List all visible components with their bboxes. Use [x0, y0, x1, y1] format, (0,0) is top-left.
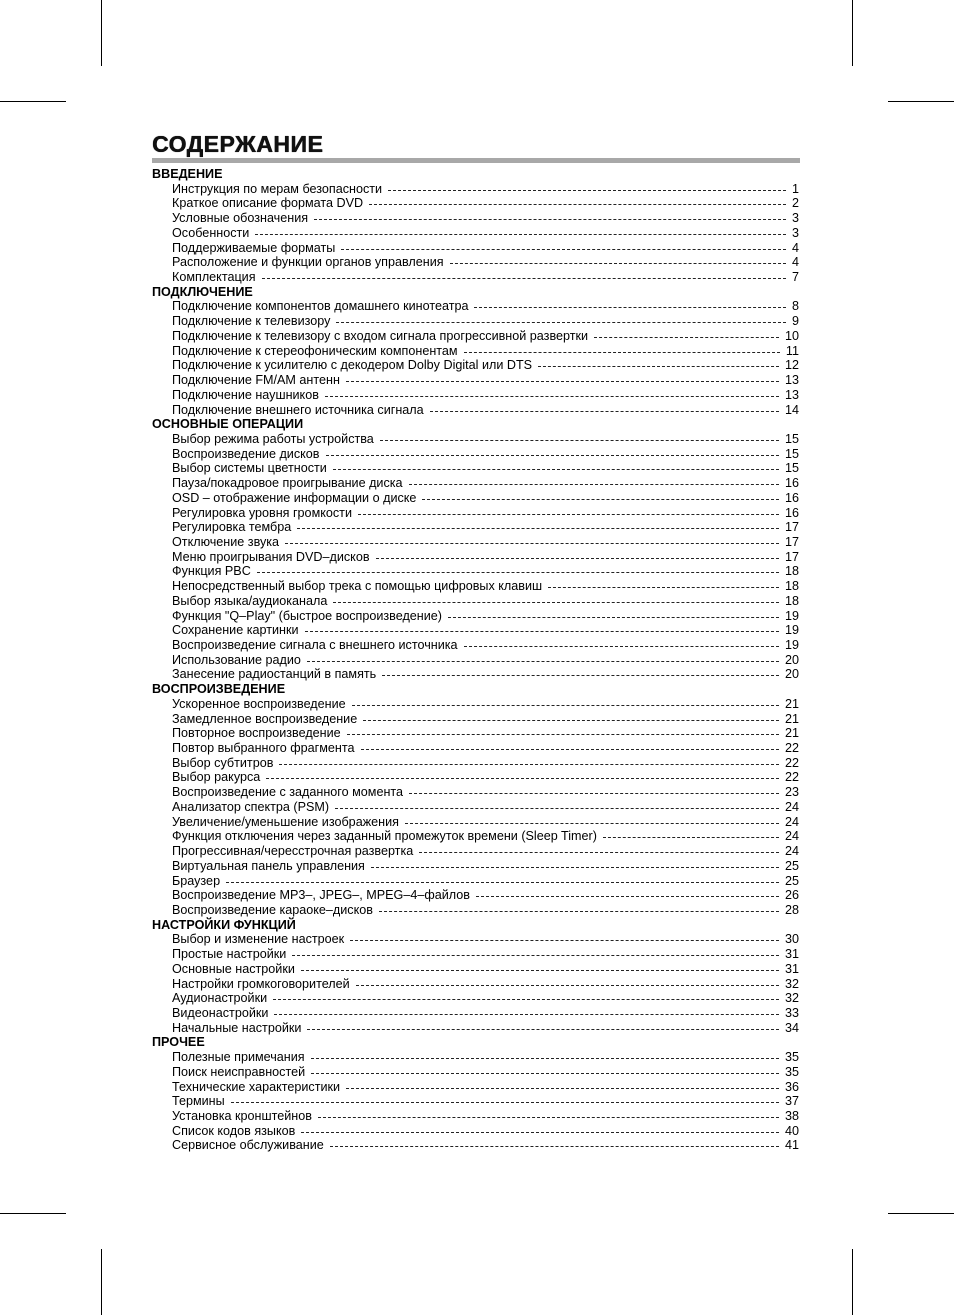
toc-entry-label: Инструкция по мерам безопасности	[172, 181, 383, 196]
dot-leader	[318, 1117, 779, 1118]
toc-entry-page-number: 15	[784, 446, 799, 461]
toc-entry-page-number: 20	[784, 667, 799, 682]
dot-leader	[380, 440, 779, 441]
toc-entry-label: Подключение компонентов домашнего кинотеатра	[172, 299, 469, 314]
dot-leader	[363, 720, 779, 721]
toc-entry-page-number: 25	[784, 858, 799, 873]
toc-entry-label: Анализатор спектра (PSM)	[172, 799, 330, 814]
dot-leader	[474, 307, 786, 308]
toc-entry[interactable]	[152, 1080, 800, 1095]
toc-entry[interactable]	[152, 432, 800, 447]
toc-entry[interactable]	[152, 653, 800, 668]
toc-section-heading: ПРОЧЕЕ	[152, 1035, 205, 1050]
toc-entry[interactable]	[152, 932, 800, 947]
toc-entry-page-number: 21	[784, 696, 799, 711]
dot-leader	[255, 234, 786, 235]
toc-entry-label: Повторное воспроизведение	[172, 726, 341, 741]
toc-entry[interactable]	[152, 829, 800, 844]
toc-entry-label: Видеонастройки	[172, 1005, 269, 1020]
toc-entry-label: Регулировка уровня громкости	[172, 505, 352, 520]
toc-entry-page-number: 33	[784, 1005, 799, 1020]
toc-entry[interactable]	[152, 1124, 800, 1139]
toc-section-heading: ВВЕДЕНИЕ	[152, 167, 223, 181]
dot-leader	[448, 617, 779, 618]
toc-entry-label: Выбор ракурса	[172, 770, 261, 785]
dot-leader	[311, 1073, 779, 1074]
toc-entry-page-number: 31	[784, 961, 799, 976]
toc-entry[interactable]	[152, 535, 800, 550]
toc-entry-page-number: 9	[791, 314, 799, 329]
toc-entry-label: Подключение к усилителю с декодером Dolby Digital или DTS	[172, 358, 533, 373]
toc-entry-label: Регулировка тембра	[172, 520, 292, 535]
toc-entry-label: Начальные настройки	[172, 1020, 302, 1035]
toc-entry-page-number: 17	[784, 520, 799, 535]
toc-entry-page-number: 25	[784, 873, 799, 888]
dot-leader	[333, 602, 779, 603]
toc-entry-label: Подключение к телевизору	[172, 314, 331, 329]
toc-entry[interactable]	[152, 991, 800, 1006]
toc-entry-label: Занесение радиостанций в память	[172, 667, 377, 682]
toc-entry-page-number: 2	[791, 196, 799, 211]
dot-leader	[335, 808, 779, 809]
dot-leader	[409, 793, 779, 794]
toc-entry-label: Простые настройки	[172, 947, 287, 962]
toc-entry-page-number: 4	[791, 255, 799, 270]
dot-leader	[346, 1088, 779, 1089]
dot-leader	[326, 455, 779, 456]
dot-leader	[307, 661, 779, 662]
dot-leader	[333, 469, 779, 470]
dot-leader	[376, 558, 779, 559]
toc-entry[interactable]	[152, 447, 800, 462]
dot-leader	[361, 749, 779, 750]
toc-entry-label: OSD – отображение информации о диске	[172, 490, 417, 505]
toc-entry-page-number: 11	[785, 343, 799, 358]
toc-entry-page-number: 14	[784, 402, 799, 417]
crop-mark-top-left	[101, 0, 102, 66]
table-of-contents	[152, 167, 800, 1153]
toc-entry-label: Поиск неисправностей	[172, 1064, 306, 1079]
toc-entry-page-number: 26	[784, 888, 799, 903]
toc-entry-page-number: 35	[784, 1064, 799, 1079]
toc-entry-page-number: 24	[784, 829, 799, 844]
toc-entry-page-number: 21	[784, 726, 799, 741]
toc-entry-page-number: 23	[784, 785, 799, 800]
toc-entry[interactable]	[152, 874, 800, 889]
toc-entry[interactable]	[152, 947, 800, 962]
dot-leader	[347, 734, 779, 735]
dot-leader	[371, 867, 779, 868]
toc-entry-label: Воспроизведение караоке–дисков	[172, 902, 373, 917]
dot-leader	[358, 514, 779, 515]
toc-entry-label: Сервисное обслуживание	[172, 1138, 324, 1153]
toc-entry-label: Краткое описание формата DVD	[172, 196, 364, 211]
toc-entry-label: Воспроизведение сигнала с внешнего источника	[172, 638, 458, 652]
toc-entry-label: Выбор системы цветности	[172, 461, 327, 476]
toc-entry-page-number: 41	[784, 1138, 799, 1153]
toc-entry[interactable]	[152, 550, 800, 565]
dot-leader	[379, 911, 779, 912]
toc-entry-label: Браузер	[172, 873, 221, 888]
toc-entry-label: Подключение к телевизору с входом сигнала прогрессивной развертки	[172, 328, 589, 343]
toc-entry[interactable]	[152, 520, 800, 535]
toc-entry[interactable]	[152, 697, 800, 712]
toc-entry[interactable]	[152, 1006, 800, 1021]
toc-entry[interactable]	[152, 564, 800, 579]
toc-entry[interactable]	[152, 491, 800, 506]
toc-entry-label: Выбор и изменение настроек	[172, 932, 345, 947]
dot-leader	[226, 882, 779, 883]
toc-entry-label: Полезные примечания	[172, 1050, 305, 1065]
toc-entry-page-number: 4	[791, 240, 799, 255]
toc-entry[interactable]	[152, 770, 800, 785]
toc-entry-page-number: 7	[791, 270, 799, 285]
toc-entry-label: Подключение наушников	[172, 387, 319, 402]
toc-entry[interactable]	[152, 182, 800, 197]
dot-leader	[305, 631, 779, 632]
dot-leader	[231, 1102, 779, 1103]
toc-entry-page-number: 16	[784, 476, 799, 491]
toc-entry[interactable]	[152, 800, 800, 815]
toc-entry-label: Аудионастройки	[172, 991, 268, 1006]
toc-entry-page-number: 31	[784, 947, 799, 962]
toc-entry-label: Подключение внешнего источника сигнала	[172, 402, 424, 417]
toc-entry-label: Повтор выбранного фрагмента	[172, 741, 355, 756]
toc-entry-page-number: 19	[784, 638, 799, 652]
dot-leader	[405, 823, 779, 824]
toc-entry-page-number: 18	[784, 564, 799, 579]
toc-entry-label: Функция отключения через заданный промежуток времени (Sleep Timer)	[172, 829, 597, 844]
toc-entry[interactable]	[152, 1065, 800, 1080]
dot-leader	[341, 249, 786, 250]
toc-entry[interactable]	[152, 344, 800, 359]
toc-entry-page-number: 22	[784, 770, 799, 785]
toc-entry[interactable]	[152, 977, 800, 992]
dot-leader	[336, 322, 786, 323]
toc-entry-label: Увеличение/уменьшение изображения	[172, 814, 399, 829]
toc-entry-label: Использование радио	[172, 652, 301, 667]
toc-entry-label: Воспроизведение MP3–, JPEG–, MPEG–4–файлов	[172, 888, 470, 903]
dot-leader	[422, 499, 779, 500]
toc-entry-label: Функция "Q–Play" (быстрое воспроизведение)	[172, 608, 442, 623]
crop-mark-bottom-left	[0, 1213, 66, 1214]
toc-entry-label: Воспроизведение с заданного момента	[172, 785, 404, 800]
dot-leader	[356, 985, 779, 986]
toc-entry[interactable]	[152, 844, 800, 859]
page-title: СОДЕРЖАНИЕ	[152, 131, 324, 157]
toc-entry[interactable]	[152, 1138, 800, 1153]
dot-leader	[419, 852, 779, 853]
dot-leader	[369, 204, 786, 205]
toc-entry[interactable]	[152, 638, 800, 653]
toc-entry-page-number: 13	[784, 387, 799, 402]
toc-entry[interactable]	[152, 726, 800, 741]
toc-entry-page-number: 35	[784, 1050, 799, 1065]
toc-section-heading: ПОДКЛЮЧЕНИЕ	[152, 284, 253, 299]
dot-leader	[325, 396, 779, 397]
toc-entry-label: Установка кронштейнов	[172, 1109, 312, 1123]
dot-leader	[464, 646, 779, 647]
crop-mark-bottom-right	[852, 1249, 853, 1315]
crop-mark-bottom-left	[101, 1249, 102, 1315]
dot-leader	[292, 955, 779, 956]
toc-entry-label: Выбор режима работы устройства	[172, 431, 374, 446]
toc-entry-page-number: 34	[784, 1020, 799, 1035]
dot-leader	[346, 381, 779, 382]
toc-entry[interactable]	[152, 506, 800, 521]
toc-section-heading: ОСНОВНЫЕ ОПЕРАЦИИ	[152, 417, 304, 432]
toc-entry-label: Замедленное воспроизведение	[172, 711, 358, 726]
toc-entry[interactable]	[152, 815, 800, 830]
dot-leader	[388, 190, 786, 191]
toc-entry-label: Виртуальная панель управления	[172, 858, 365, 873]
toc-entry-label: Основные настройки	[172, 961, 295, 976]
toc-entry-page-number: 20	[784, 652, 799, 667]
dot-leader	[314, 219, 786, 220]
toc-entry[interactable]	[152, 388, 800, 403]
toc-entry-label: Функция PBC	[172, 564, 251, 579]
toc-entry-page-number: 18	[784, 593, 799, 608]
dot-leader	[476, 896, 779, 897]
toc-entry[interactable]	[152, 314, 800, 329]
toc-entry[interactable]	[152, 667, 800, 682]
toc-entry-label: Расположение и функции органов управления	[172, 255, 444, 270]
dot-leader	[297, 528, 779, 529]
toc-entry[interactable]	[152, 1021, 800, 1036]
toc-entry-page-number: 19	[784, 608, 799, 623]
dot-leader	[409, 484, 779, 485]
toc-entry[interactable]	[152, 579, 800, 594]
dot-leader	[350, 940, 779, 941]
toc-entry-label: Поддерживаемые форматы	[172, 240, 336, 255]
toc-entry[interactable]	[152, 226, 800, 241]
toc-entry[interactable]	[152, 903, 800, 918]
toc-entry-page-number: 40	[784, 1123, 799, 1138]
toc-entry-label: Прогрессивная/чересстрочная развертка	[172, 844, 414, 859]
toc-entry-page-number: 16	[784, 505, 799, 520]
toc-entry-page-number: 8	[791, 299, 799, 314]
toc-entry-page-number: 18	[784, 579, 799, 594]
toc-entry[interactable]	[152, 785, 800, 800]
toc-entry-page-number: 15	[784, 431, 799, 446]
dot-leader	[307, 1029, 779, 1030]
toc-entry[interactable]	[152, 594, 800, 609]
dot-leader	[603, 837, 779, 838]
toc-entry[interactable]	[152, 329, 800, 344]
toc-entry-page-number: 22	[784, 755, 799, 770]
toc-entry-label: Настройки громкоговорителей	[172, 976, 350, 991]
toc-entry-page-number: 3	[791, 225, 799, 240]
toc-entry-page-number: 28	[784, 902, 799, 917]
dot-leader	[273, 999, 779, 1000]
toc-entry-label: Отключение звука	[172, 534, 280, 549]
dot-leader	[464, 352, 780, 353]
toc-entry[interactable]	[152, 211, 800, 226]
toc-entry-page-number: 16	[784, 490, 799, 505]
toc-entry[interactable]	[152, 623, 800, 638]
crop-mark-top-right	[852, 0, 853, 66]
toc-entry-label: Сохранение картинки	[172, 623, 299, 638]
toc-entry-page-number: 10	[784, 328, 799, 343]
dot-leader	[279, 764, 779, 765]
toc-entry-page-number: 1	[791, 181, 799, 196]
toc-entry[interactable]	[152, 461, 800, 476]
toc-entry-page-number: 21	[784, 711, 799, 726]
dot-leader	[311, 1058, 779, 1059]
toc-entry-label: Выбор субтитров	[172, 755, 274, 770]
crop-mark-bottom-right	[888, 1213, 954, 1214]
toc-entry-label: Выбор языка/аудиоканала	[172, 593, 328, 608]
toc-entry-page-number: 15	[784, 461, 799, 476]
toc-entry[interactable]	[152, 270, 800, 285]
toc-entry[interactable]	[152, 1109, 800, 1124]
toc-entry-page-number: 32	[784, 991, 799, 1006]
dot-leader	[352, 705, 779, 706]
toc-section-heading: НАСТРОЙКИ ФУНКЦИЙ	[152, 917, 296, 932]
dot-leader	[594, 337, 779, 338]
toc-entry-label: Комплектация	[172, 270, 256, 285]
toc-entry[interactable]	[152, 1050, 800, 1065]
dot-leader	[285, 543, 779, 544]
dot-leader	[257, 572, 779, 573]
toc-entry[interactable]	[152, 255, 800, 270]
toc-entry-page-number: 24	[784, 814, 799, 829]
toc-entry-page-number: 19	[784, 623, 799, 638]
toc-entry[interactable]	[152, 196, 800, 211]
toc-entry[interactable]	[152, 756, 800, 771]
dot-leader	[430, 411, 779, 412]
toc-entry[interactable]	[152, 609, 800, 624]
toc-entry-label: Термины	[172, 1094, 225, 1109]
toc-entry-label: Ускоренное воспроизведение	[172, 696, 346, 711]
toc-entry[interactable]	[152, 962, 800, 977]
toc-entry[interactable]	[152, 741, 800, 756]
toc-entry-label: Технические характеристики	[172, 1079, 341, 1094]
dot-leader	[382, 675, 779, 676]
toc-entry[interactable]	[152, 859, 800, 874]
toc-entry-page-number: 30	[784, 932, 799, 947]
toc-entry-label: Подключение FM/AM антенн	[172, 373, 340, 388]
dot-leader	[301, 1132, 779, 1133]
toc-entry-label: Список кодов языков	[172, 1123, 296, 1138]
toc-entry[interactable]	[152, 299, 800, 314]
toc-entry-page-number: 37	[784, 1094, 799, 1109]
dot-leader	[538, 366, 779, 367]
toc-entry-label: Воспроизведение дисков	[172, 446, 320, 461]
toc-entry-page-number: 12	[784, 358, 799, 373]
title-underline	[152, 158, 800, 163]
dot-leader	[262, 278, 786, 279]
toc-entry-label: Условные обозначения	[172, 211, 309, 226]
toc-entry-page-number: 24	[784, 799, 799, 814]
toc-entry-page-number: 32	[784, 976, 799, 991]
toc-entry-label: Меню проигрывания DVD–дисков	[172, 549, 370, 564]
toc-entry-label: Особенности	[172, 225, 250, 240]
toc-entry[interactable]	[152, 888, 800, 903]
toc-entry-page-number: 24	[784, 844, 799, 859]
dot-leader	[274, 1014, 779, 1015]
dot-leader	[301, 970, 779, 971]
toc-entry-page-number: 3	[791, 211, 799, 226]
toc-entry-label: Непосредственный выбор трека с помощью цифровых клавиш	[172, 579, 543, 594]
crop-mark-top-right	[888, 101, 954, 102]
toc-entry-label: Подключение к стереофоническим компонентам	[172, 343, 458, 358]
dot-leader	[548, 587, 779, 588]
toc-entry[interactable]	[152, 241, 800, 256]
dot-leader	[330, 1146, 779, 1147]
toc-entry[interactable]	[152, 1094, 800, 1109]
toc-entry-page-number: 22	[784, 741, 799, 756]
toc-entry-page-number: 13	[784, 373, 799, 388]
toc-entry[interactable]	[152, 403, 800, 418]
crop-mark-top-left	[0, 101, 66, 102]
toc-entry[interactable]	[152, 358, 800, 373]
toc-entry[interactable]	[152, 712, 800, 727]
dot-leader	[450, 263, 786, 264]
toc-entry[interactable]	[152, 373, 800, 388]
toc-section-heading: ВОСПРОИЗВЕДЕНИЕ	[152, 682, 286, 697]
toc-entry[interactable]	[152, 476, 800, 491]
toc-entry-page-number: 36	[784, 1079, 799, 1094]
toc-entry-label: Пауза/покадровое проигрывание диска	[172, 476, 403, 491]
toc-entry-page-number: 17	[784, 534, 799, 549]
dot-leader	[266, 778, 779, 779]
toc-entry-page-number: 17	[784, 549, 799, 564]
toc-entry-page-number: 38	[784, 1109, 799, 1123]
